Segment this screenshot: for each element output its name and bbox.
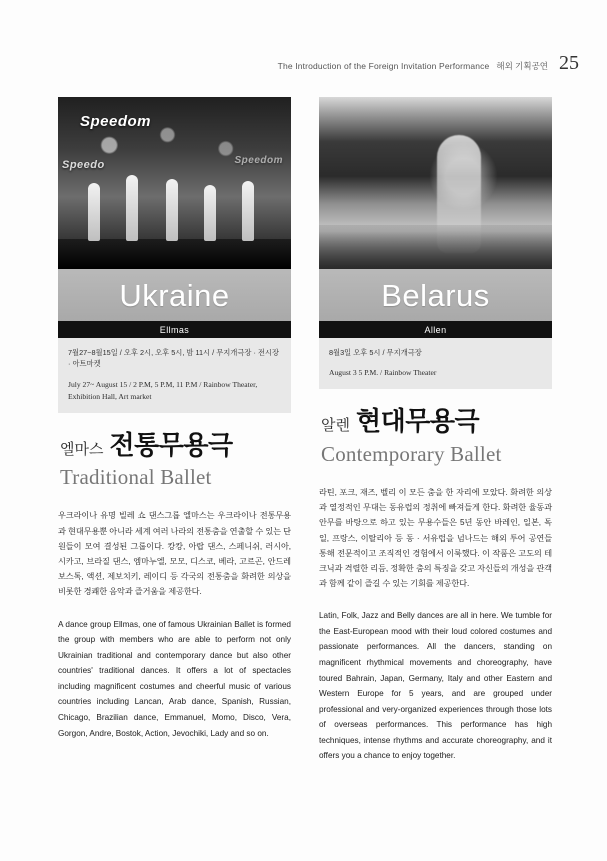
schedule-english: July 27~ August 15 / 2 P.M, 5 P.M, 11 P.M / Rainbow Theater, Exhibition Hall, Art market (68, 379, 258, 401)
header-title-en: The Introduction of the Foreign Invitation Performance (277, 61, 490, 71)
schedule-belarus (319, 338, 552, 389)
title-korean (321, 407, 552, 436)
photo-banner-text-tertiary: Speedom (234, 155, 283, 166)
title-korean-main: 현대무용극 (355, 406, 480, 437)
country-band-belarus (319, 269, 552, 321)
group-name: Allen (424, 324, 447, 335)
title-block-ukraine (58, 431, 291, 491)
performance-photo-ukraine (58, 97, 291, 269)
body-text-korean: 우크라이나 유명 빌레 쇼 댄스그룹 엘마스는 우크라이나 전통무용과 현대무용뿐 아니라 세계 여러 나라의 전통춤을 연출할 수 있는 단원들이 모여 결성된 그룹이다. 캉캉, 아랍 댄스, 스페니쉬, 러시아, 시카고, 브라질 댄스, 엠마누엘, 모모, 디스코, 베라, 고르곤, 안드레 보스톡, 액션, 제보치키, 레이디 등 각국의 전통춤을 화려한 의상을 비롯한 경쾌한 음악과 즐거움을 제공한다. (58, 511, 291, 597)
schedule-ukraine (58, 338, 291, 413)
title-korean (60, 431, 291, 460)
content-columns (58, 97, 552, 764)
header-title-ko: 해외 기획공연 (496, 61, 548, 71)
dancer-figure (166, 179, 178, 241)
country-band-ukraine (58, 269, 291, 321)
group-bar-belarus (319, 321, 552, 338)
title-korean-group: 엘마스 (60, 440, 104, 458)
body-text-english: Latin, Folk, Jazz and Belly dances are all in here. We tumble for the East-European mood with their loud colored costumes and passionate performances. All the dancers, standing on magnificent rhythmical movements and choreography, have toured Bahrain, Japan, Germany, Italy and other Eastern and Western Europe for 5 years, and are grouped under professional and very-organized experiences through those lots of overseas performances. This performance has high techniques, intense rhythms and accurate choreography, and it offers you a chance to enjoy together. (319, 611, 552, 761)
group-bar-ukraine (58, 321, 291, 338)
dancer-figure (242, 181, 254, 241)
page-header (278, 52, 579, 75)
schedule-korean: 8월3일 오후 5시 / 무지개극장 (329, 348, 422, 357)
group-name: Ellmas (159, 324, 190, 335)
title-korean-group: 알렌 (321, 417, 350, 435)
body-text-english: A dance group Ellmas, one of famous Ukrainian Ballet is formed the group with members who are able to perform not only Ukrainian traditional and contemporary dance but also other countries' traditional dances. It offers a lot of spectacles including magnificent costumes and cheerful music of various countries including Lancan, Arab dance, Spanish, Russian, Chicago, Brazilian dance, Emmanuel, Momo, Disco, Vera, Gorgon, Andre, Bostok, Action, Jevochiki, Lady and so on. (58, 619, 291, 738)
performance-photo-belarus (319, 97, 552, 269)
dancer-figure (126, 175, 138, 241)
dancer-figure (204, 185, 216, 241)
photo-banner-text-secondary: Speedo (62, 159, 105, 171)
photo-banner-text: Speedom (80, 113, 152, 130)
crowd-area (319, 225, 552, 269)
stage-floor (58, 239, 291, 269)
dancer-figure (88, 183, 100, 241)
title-korean-main: 전통무용극 (109, 429, 233, 460)
country-name: Belarus (381, 277, 490, 313)
column-belarus (319, 97, 552, 764)
schedule-english: August 3 5 P.M. / Rainbow Theater (329, 368, 437, 378)
page-number: 25 (559, 52, 579, 74)
country-name: Ukraine (119, 277, 230, 313)
body-text-korean: 라틴, 포크, 재즈, 벨리 이 모든 춤을 한 자리에 모았다. 화려한 의상과 열정적인 무대는 동유럽의 정취에 빠져들게 한다. 화려한 율동과 안무를 바탕으로 하고 있는 무용수들은 5년 동안 바레인, 일본, 독일, 프랑스, 이탈리아 등 동 · 서유럽을 넘나드는 해외 투어 공연들 통해 전문적이고 조직적인 경험에서 이룩했다. 이 작품은 고도의 테크닉과 격렬한 리듬, 정확한 춤의 특징을 갖고 자신들의 개성을 관객과 함께 같이 즐길 수 있는 기회를 제공한다. (319, 488, 552, 589)
title-english: Traditional Ballet (60, 465, 212, 490)
column-ukraine (58, 97, 291, 764)
title-block-belarus (319, 407, 552, 467)
schedule-korean: 7월27~8월15일 / 오후 2시, 오후 5시, 밤 11시 / 무지개극장 · 전시장 · 아트마켓 (68, 348, 280, 369)
title-english: Contemporary Ballet (321, 442, 502, 467)
